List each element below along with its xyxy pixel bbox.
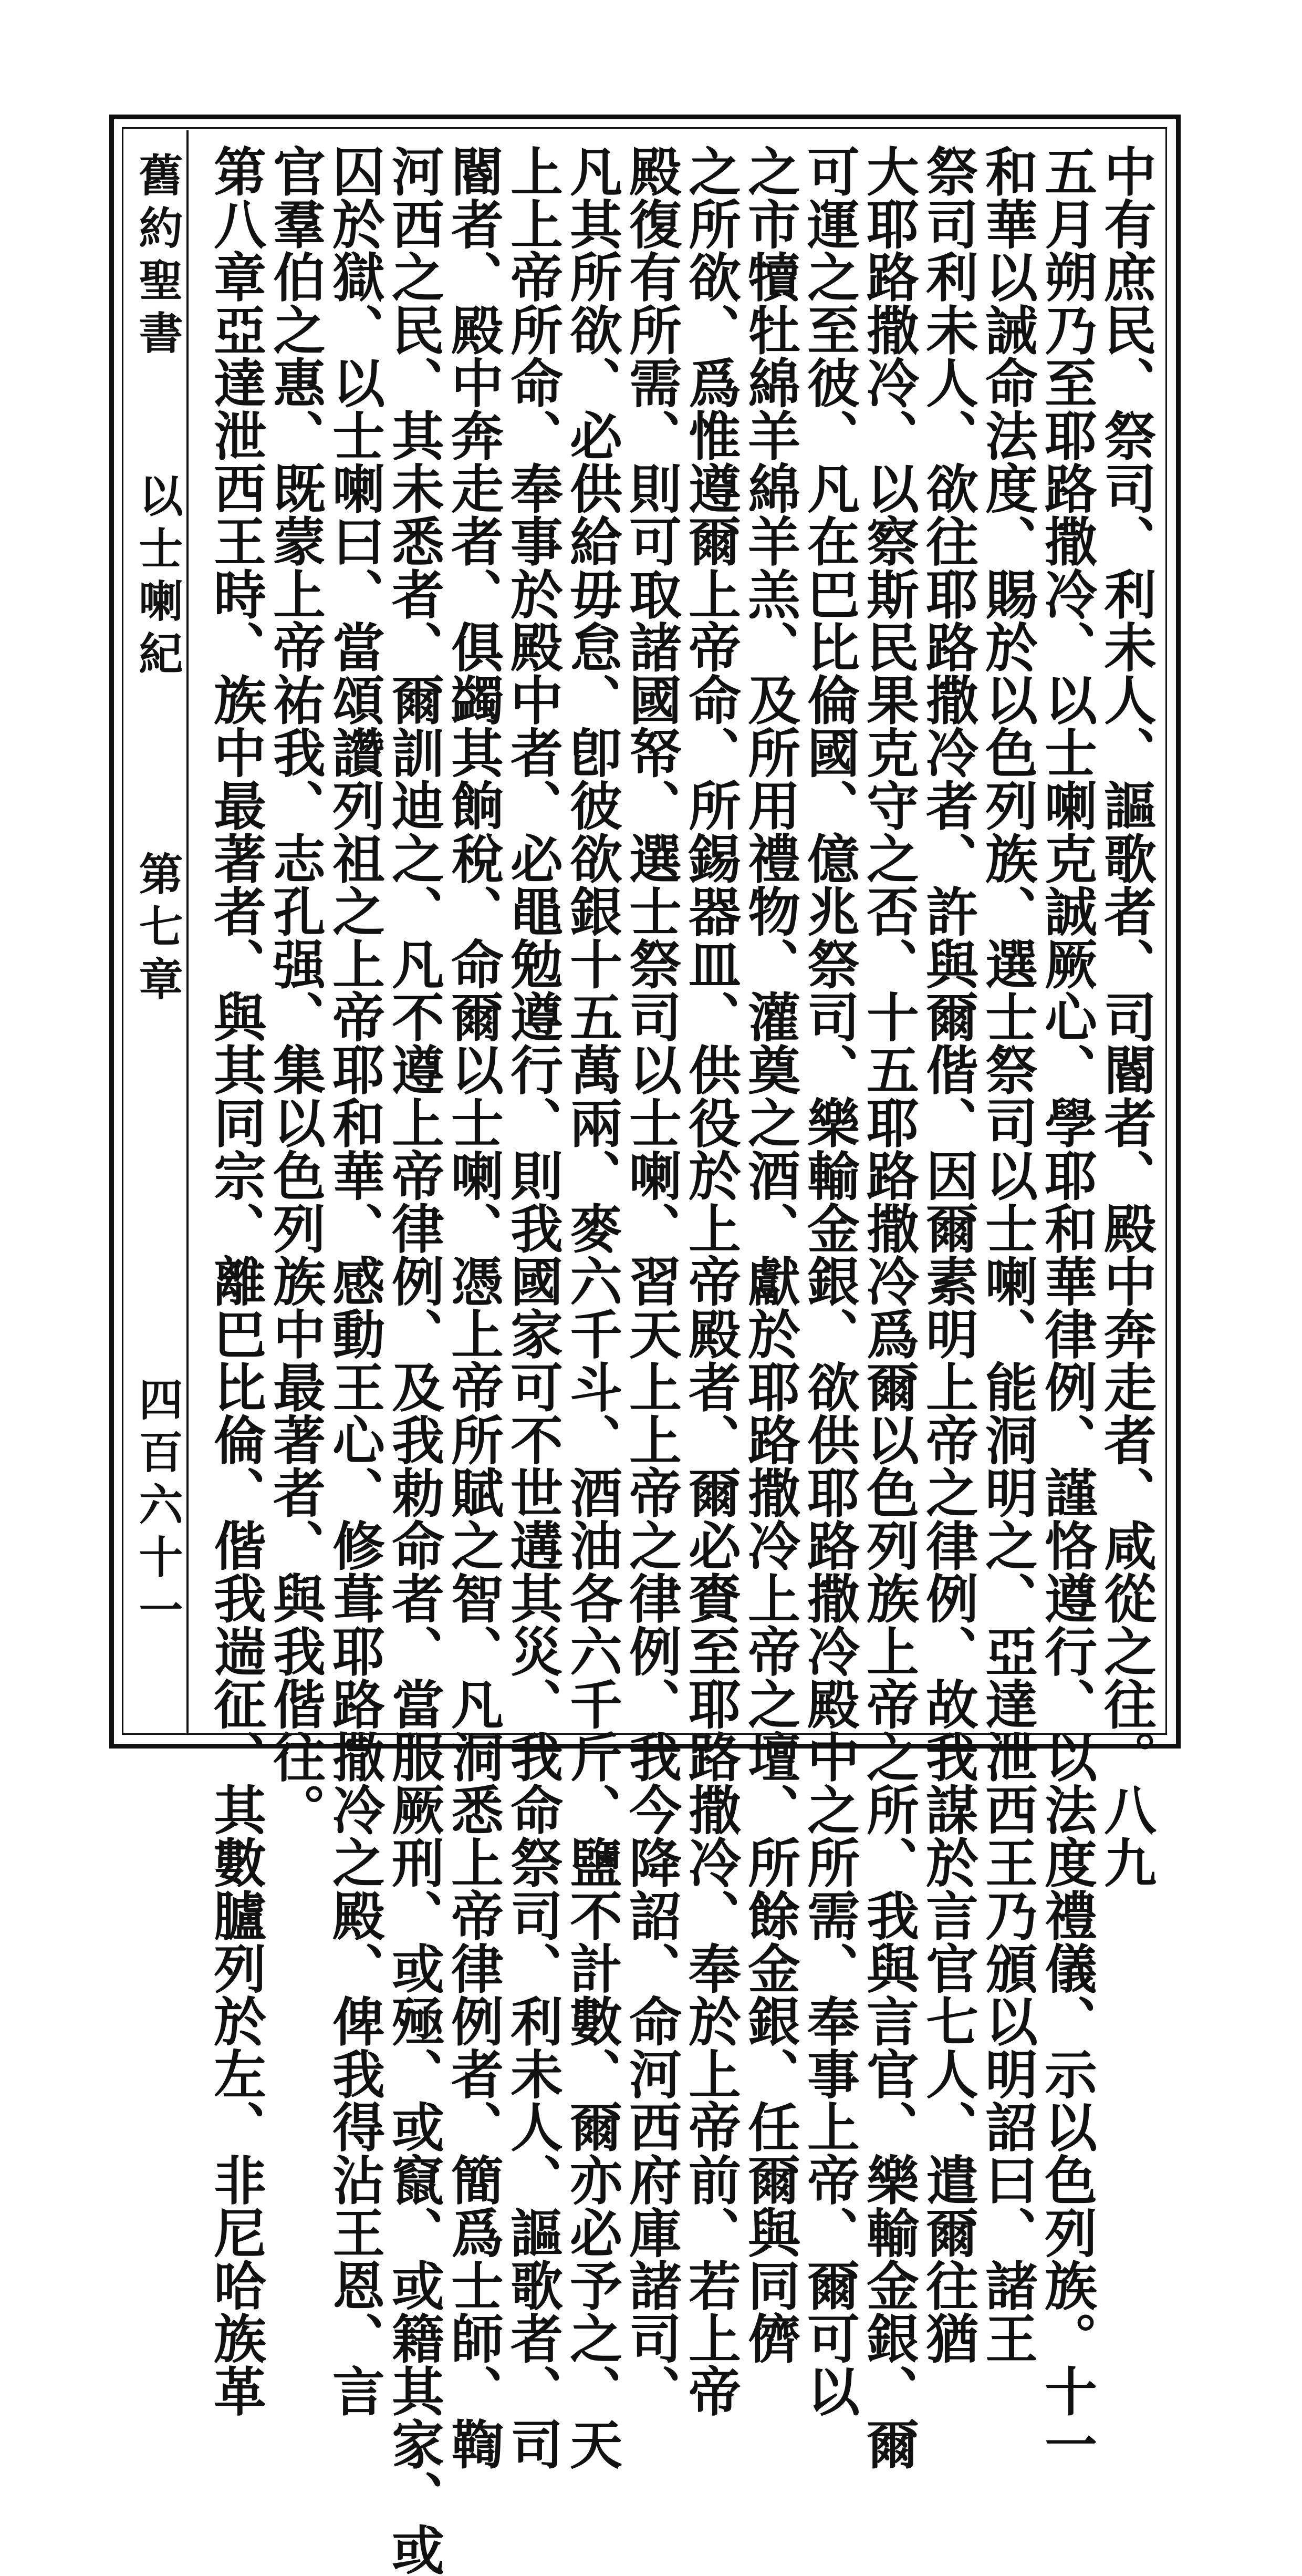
text-column: 中有庶民、祭司、利未人、謳歌者、司閽者、殿中奔走者、咸從之往。八九 [1095,144,1157,1889]
text-column: 殿復有所需、則可取諸國帑、選士祭司以士喇、習天上上帝之律例、我今降詔、命河西府庫諸司、 [620,144,682,2417]
text-column: 大耶路撒冷、以察斯民果克守之否、十五耶路撒冷爲爾以色列族上帝之所、我與言官、樂輸金銀、爾 [858,144,920,2470]
text-column: 河西之民、其未悉者、爾訓迪之、凡不遵上帝律例、及我勅命者、當服厥刑、或殛、或竄、或籍其家、或 [383,144,445,2576]
scripture-text-body [202,144,1157,2576]
text-column: 閽者、殿中奔走者、俱蠲其餉稅、命爾以士喇、憑上帝所賦之智、凡洞悉上帝律例者、簡爲士師、鞫 [442,144,504,2470]
text-column: 可運之至彼、凡在巴比倫國、億兆祭司、樂輸金銀、欲供耶路撒冷殿中之所需、奉事上帝、爾可以 [798,144,860,2417]
text-column: 官羣伯之惠、既蒙上帝祐我、志孔强、集以色列族中最著者、與我偕往。 [264,144,326,1836]
book-title: 舊約聖書 [132,152,184,363]
book-name: 以士喇紀 [132,473,184,683]
chapter-heading: 第七章 [132,851,184,1009]
text-column: 上上帝所命、奉事於殿中者、必黽勉遵行、則我國家可不世遘其災、我命祭司、利未人、謳歌者、司 [502,144,564,2470]
page-number: 四百六十一 [132,1377,184,1639]
header-divider-rule [186,130,189,1733]
text-column: 五月朔乃至耶路撒冷、以士喇克誠厥心、學耶和華律例、謹恪遵行、以法度禮儀、示以色列族。十一 [1036,144,1098,2470]
text-column: 第八章亞達泄西王時、族中最著者、與其同宗、離巴比倫、偕我遄征、其數臚列於左、非尼哈族革 [205,144,267,2417]
text-column: 祭司利未人、欲往耶路撒冷者、許與爾偕、因爾素明上帝之律例、故我謀於言官七人、遣爾往猶 [917,144,979,2365]
text-column: 之市犢牡綿羊綿羊羔、及所用禮物、灌奠之酒、獻於耶路撒冷上帝之壇、所餘金銀、任爾與同儕 [739,144,801,2365]
text-column: 之所欲、爲惟遵爾上帝命、所錫器皿、供役於上帝殿者、爾必賚至耶路撒冷、奉於上帝前、若上帝 [680,144,742,2417]
text-column: 囚於獄、以士喇曰、當頌讚列祖之上帝耶和華、感動王心、修葺耶路撒冷之殿、俾我得沾王恩、言 [324,144,386,2417]
text-column: 和華以誡命法度、賜於以色列族、選士祭司以士喇、能洞明之、亞達泄西王乃頒以明詔曰、諸王 [976,144,1038,2365]
text-column: 凡其所欲、必供給毋怠、卽彼欲銀十五萬兩、麥六千斗、酒油各六千斤、鹽不計數、爾亦必予之、天 [561,144,623,2470]
